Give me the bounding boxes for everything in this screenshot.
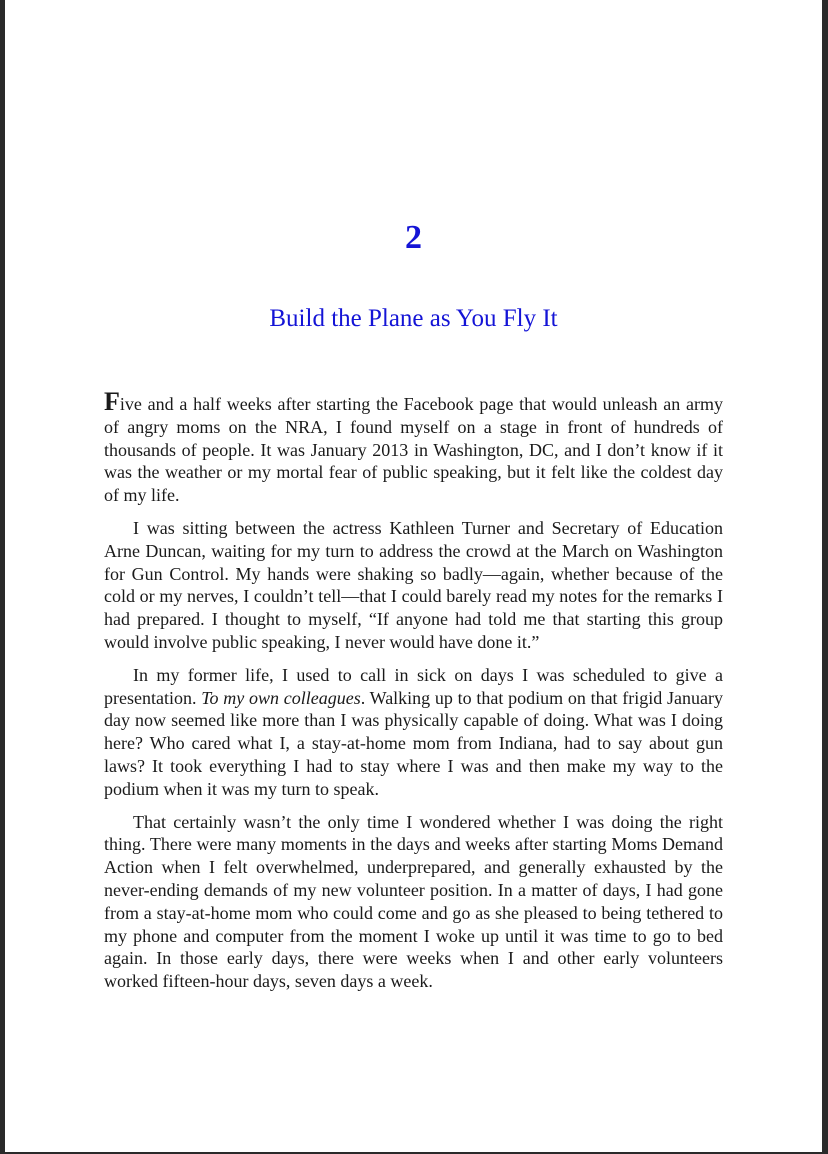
paragraph-2-text: I was sitting between the actress Kathleen Turner and Secretary of Education Arne Duncan, waiting for my turn to address the crowd at the March on Washington for Gun Control. My hands were shaking so badly—again, whether because of the cold or my nerves, I couldn’t tell—that I could barely read my notes for the remarks I had prepared. I thought to myself, “If anyone had told me that starting this group would involve public speaking, I never would have done it.”	[104, 517, 723, 652]
chapter-title: Build the Plane as You Fly It	[269, 305, 558, 332]
paragraph-4-text: That certainly wasn’t the only time I wondered whether I was doing the right thing. There were many moments in the days and weeks after starting Moms Demand Action when I felt overwhelmed, underprepared, and generally exhausted by the never-ending demands of my new volunteer position. In a matter of days, I had gone from a stay-at-home mom who could come and go as she pleased to being tethered to my phone and computer from the moment I woke up until it was time to go to bed again. In those early days, there were weeks when I and other early volunteers worked fifteen-hour days, seven days a week.	[104, 811, 723, 992]
book-page	[5, 0, 822, 1154]
paragraph-2	[104, 517, 723, 654]
paragraph-3-italic-text: To my own colleagues	[201, 687, 361, 708]
paragraph-4	[104, 811, 723, 993]
paragraph-3	[104, 664, 723, 801]
right-frame-border	[822, 0, 828, 1154]
drop-cap: F	[104, 387, 120, 416]
paragraph-3-text-before: In my former life, I used to call in sick on days I was scheduled to give a presentation.	[104, 664, 723, 708]
paragraph-3-text-after: . Walking up to that podium on that frigid January day now seemed like more than I was physically capable of doing. What was I doing here? Who cared what I, a stay-at-home mom from Indiana, had to say about gun laws? It took everything I had to stay where I was and then make my way to the podium when it was my turn to speak.	[104, 687, 723, 799]
chapter-number: 2	[405, 219, 422, 256]
chapter-body	[104, 387, 723, 1003]
paragraph-1	[104, 387, 723, 507]
paragraph-1-text: ive and a half weeks after starting the Facebook page that would unleash an army of angry moms on the NRA, I found myself on a stage in front of hundreds of thousands of people. It was January 2013 in Washington, DC, and I don’t know if it was the weather or my mortal fear of public speaking, but it felt like the coldest day of my life.	[104, 394, 723, 506]
